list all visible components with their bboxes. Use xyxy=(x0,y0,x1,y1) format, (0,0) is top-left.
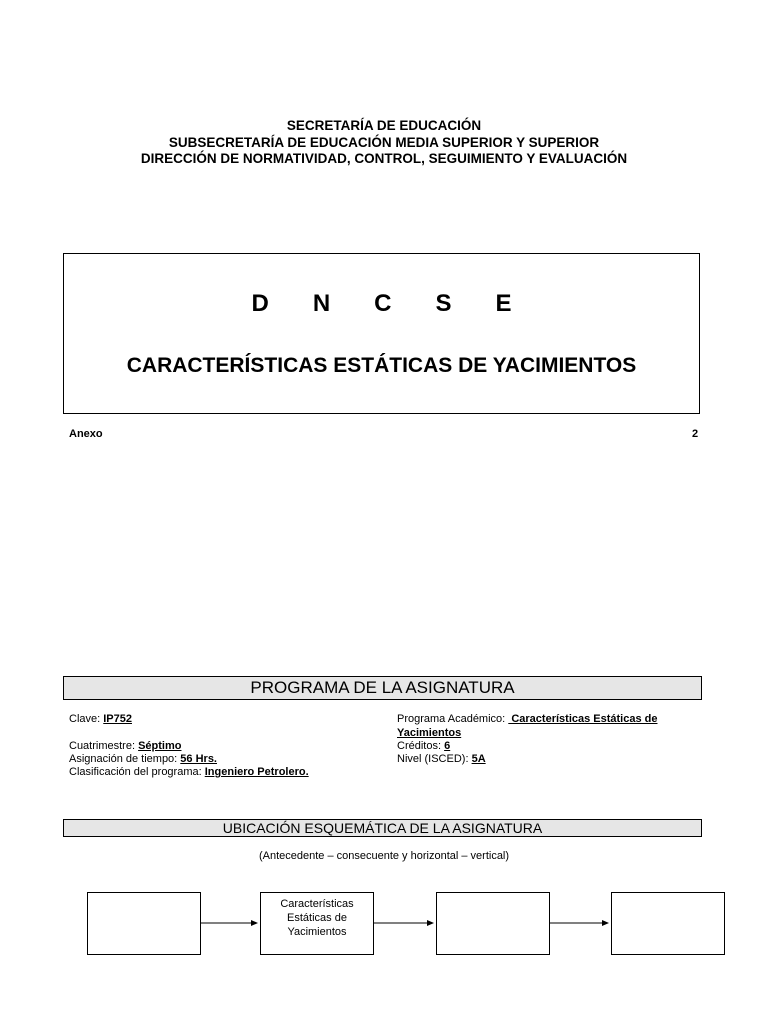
header-line-2: SUBSECRETARÍA DE EDUCACIÓN MEDIA SUPERIOR Y SUPERIOR xyxy=(168,134,600,150)
programa-value-line2: Yacimientos xyxy=(397,727,462,739)
nivel-label: Nivel (ISCED): xyxy=(397,753,469,765)
subject-box-line-3: Yacimientos xyxy=(287,926,347,938)
subject-title: CARACTERÍSTICAS ESTÁTICAS DE YACIMIENTOS xyxy=(126,354,637,377)
letter-s: S xyxy=(435,290,452,317)
clave-value: IP752 xyxy=(103,713,132,725)
letter-n: N xyxy=(312,290,331,317)
ubicacion-heading: UBICACIÓN ESQUEMÁTICA DE LA ASIGNATURA xyxy=(63,819,702,837)
ubicacion-note: (Antecedente – consecuente y horizontal – vertical) xyxy=(258,850,510,862)
letter-e: E xyxy=(495,290,512,317)
programa-label: Programa Académico: xyxy=(397,713,506,725)
asignacion-label: Asignación de tiempo: xyxy=(69,753,178,765)
subject-box-line-2: Estáticas de xyxy=(287,912,347,924)
clave-label: Clave: xyxy=(69,713,101,725)
asignacion-value: 56 Hrs. xyxy=(180,753,217,765)
creditos-label: Créditos: xyxy=(397,740,442,752)
page-number: 2 xyxy=(692,428,699,440)
clasificacion-value: Ingeniero Petrolero. xyxy=(204,766,309,778)
clasificacion-label: Clasificación del programa: xyxy=(69,766,202,778)
cuatrimestre-label: Cuatrimestre: xyxy=(69,740,136,752)
program-heading: PROGRAMA DE LA ASIGNATURA xyxy=(63,676,702,700)
creditos-value: 6 xyxy=(444,740,451,752)
nivel-value: 5A xyxy=(471,753,486,765)
cuatrimestre-value: Séptimo xyxy=(138,740,182,752)
letter-d: D xyxy=(251,290,269,317)
anexo-label: Anexo xyxy=(69,428,103,440)
subject-box-line-1: Características xyxy=(280,898,354,910)
programa-value-line1: Características Estáticas de xyxy=(508,713,658,725)
header-line-3: DIRECCIÓN DE NORMATIVIDAD, CONTROL, SEGUIMIENTO Y EVALUACIÓN xyxy=(140,151,628,166)
letter-c: C xyxy=(374,290,392,317)
header-line-1: SECRETARÍA DE EDUCACIÓN xyxy=(286,118,482,133)
